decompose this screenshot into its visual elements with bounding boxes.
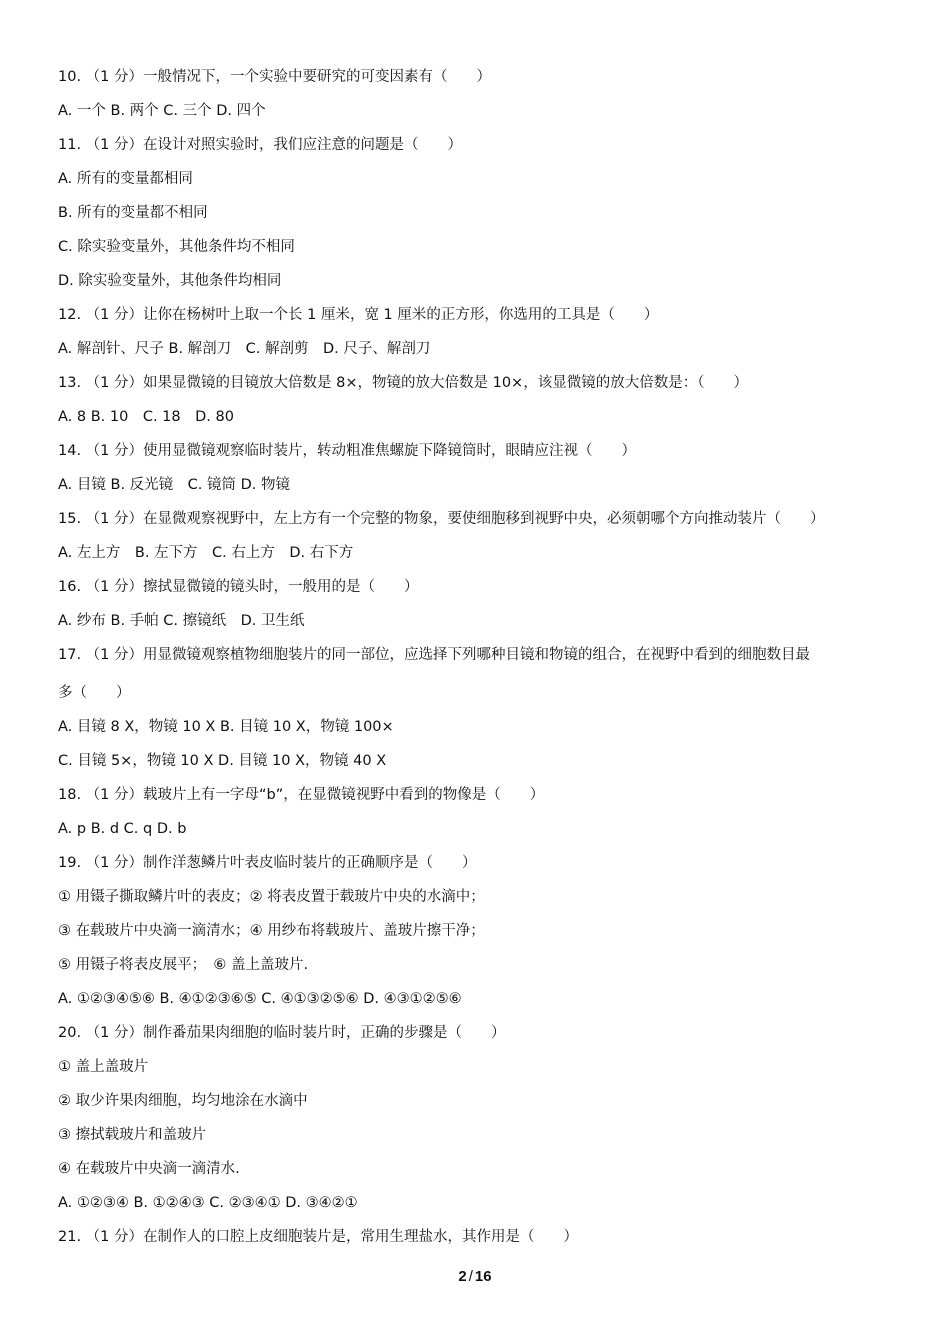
question-11-option-a: A. 所有的变量都相同 — [58, 171, 193, 187]
question-list — [58, 66, 898, 1260]
question-10-stem: 10. （1 分）一般情况下，一个实验中要研究的可变因素有（ ） — [58, 69, 492, 85]
question-11-stem: 11. （1 分）在设计对照实验时，我们应注意的问题是（ ） — [58, 137, 463, 153]
question-16-options: A. 纱布 B. 手帕 C. 擦镜纸 D. 卫生纸 — [58, 613, 305, 629]
page-total: 16 — [474, 1268, 492, 1285]
question-16-stem: 16. （1 分）擦拭显微镜的镜头时，一般用的是（ ） — [58, 579, 419, 595]
question-20-stem: 20. （1 分）制作番茄果肉细胞的临时装片时，正确的步骤是（ ） — [58, 1025, 506, 1041]
question-17-options-ab: A. 目镜 8 X，物镜 10 X B. 目镜 10 X，物镜 100× — [58, 719, 394, 735]
page-separator: / — [468, 1268, 473, 1285]
question-20-step-1: ① 盖上盖玻片 — [58, 1059, 149, 1075]
question-20-step-4: ④ 在载玻片中央滴一滴清水. — [58, 1161, 240, 1177]
question-19-options: A. ①②③④⑤⑥ B. ④①②③⑥⑤ C. ④①③②⑤⑥ D. ④③①②⑤⑥ — [58, 991, 462, 1007]
question-11-option-b: B. 所有的变量都不相同 — [58, 205, 208, 221]
question-11-option-d: D. 除实验变量外，其他条件均相同 — [58, 273, 282, 289]
question-20-step-3: ③ 擦拭载玻片和盖玻片 — [58, 1127, 207, 1143]
question-13-stem: 13. （1 分）如果显微镜的目镜放大倍数是 8×，物镜的放大倍数是 10×，该显微镜的放大倍数是：（ ） — [58, 375, 748, 391]
question-15-options: A. 左上方 B. 左下方 C. 右上方 D. 右下方 — [58, 545, 354, 561]
question-11-option-c: C. 除实验变量外，其他条件均不相同 — [58, 239, 295, 255]
question-19-step-3-4: ③ 在载玻片中央滴一滴清水；④ 用纱布将载玻片、盖玻片擦干净； — [58, 923, 485, 939]
question-19-step-5-6: ⑤ 用镊子将表皮展平； ⑥ 盖上盖玻片. — [58, 957, 309, 973]
page-current: 2 — [458, 1268, 467, 1285]
page-number — [0, 1268, 950, 1285]
question-20-options: A. ①②③④ B. ①②④③ C. ②③④① D. ③④②① — [58, 1195, 358, 1211]
question-20-step-2: ② 取少许果肉细胞，均匀地涂在水滴中 — [58, 1093, 308, 1109]
question-15-stem: 15. （1 分）在显微观察视野中，左上方有一个完整的物象，要使细胞移到视野中央，必须朝哪个方向推动装片（ ） — [58, 511, 825, 527]
question-19-stem: 19. （1 分）制作洋葱鳞片叶表皮临时装片的正确顺序是（ ） — [58, 855, 477, 871]
question-17-options-cd: C. 目镜 5×，物镜 10 X D. 目镜 10 X，物镜 40 X — [58, 753, 387, 769]
question-18-stem: 18. （1 分）载玻片上有一字母“b”，在显微镜视野中看到的物像是（ ） — [58, 787, 545, 803]
question-14-stem: 14. （1 分）使用显微镜观察临时装片，转动粗准焦螺旋下降镜筒时，眼睛应注视（ ） — [58, 443, 636, 459]
question-10-options: A. 一个 B. 两个 C. 三个 D. 四个 — [58, 103, 266, 119]
question-19-step-1-2: ① 用镊子撕取鳞片叶的表皮；② 将表皮置于载玻片中央的水滴中； — [58, 889, 485, 905]
question-17-stem: 17. （1 分）用显微镜观察植物细胞装片的同一部位，应选择下列哪种目镜和物镜的组合，在视野中看到的细胞数目最 — [58, 647, 810, 663]
question-12-options: A. 解剖针、尺子 B. 解剖刀 C. 解剖剪 D. 尺子、解剖刀 — [58, 341, 431, 357]
question-14-options: A. 目镜 B. 反光镜 C. 镜筒 D. 物镜 — [58, 477, 290, 493]
question-17-stem-continued: 多（ ） — [58, 685, 131, 701]
question-18-options: A. p B. d C. q D. b — [58, 821, 187, 837]
question-13-options: A. 8 B. 10 C. 18 D. 80 — [58, 409, 234, 425]
question-12-stem: 12. （1 分）让你在杨树叶上取一个长 1 厘米，宽 1 厘米的正方形，你选用的工具是（ ） — [58, 307, 659, 323]
question-21-stem: 21. （1 分）在制作人的口腔上皮细胞装片是，常用生理盐水，其作用是（ ） — [58, 1229, 579, 1245]
